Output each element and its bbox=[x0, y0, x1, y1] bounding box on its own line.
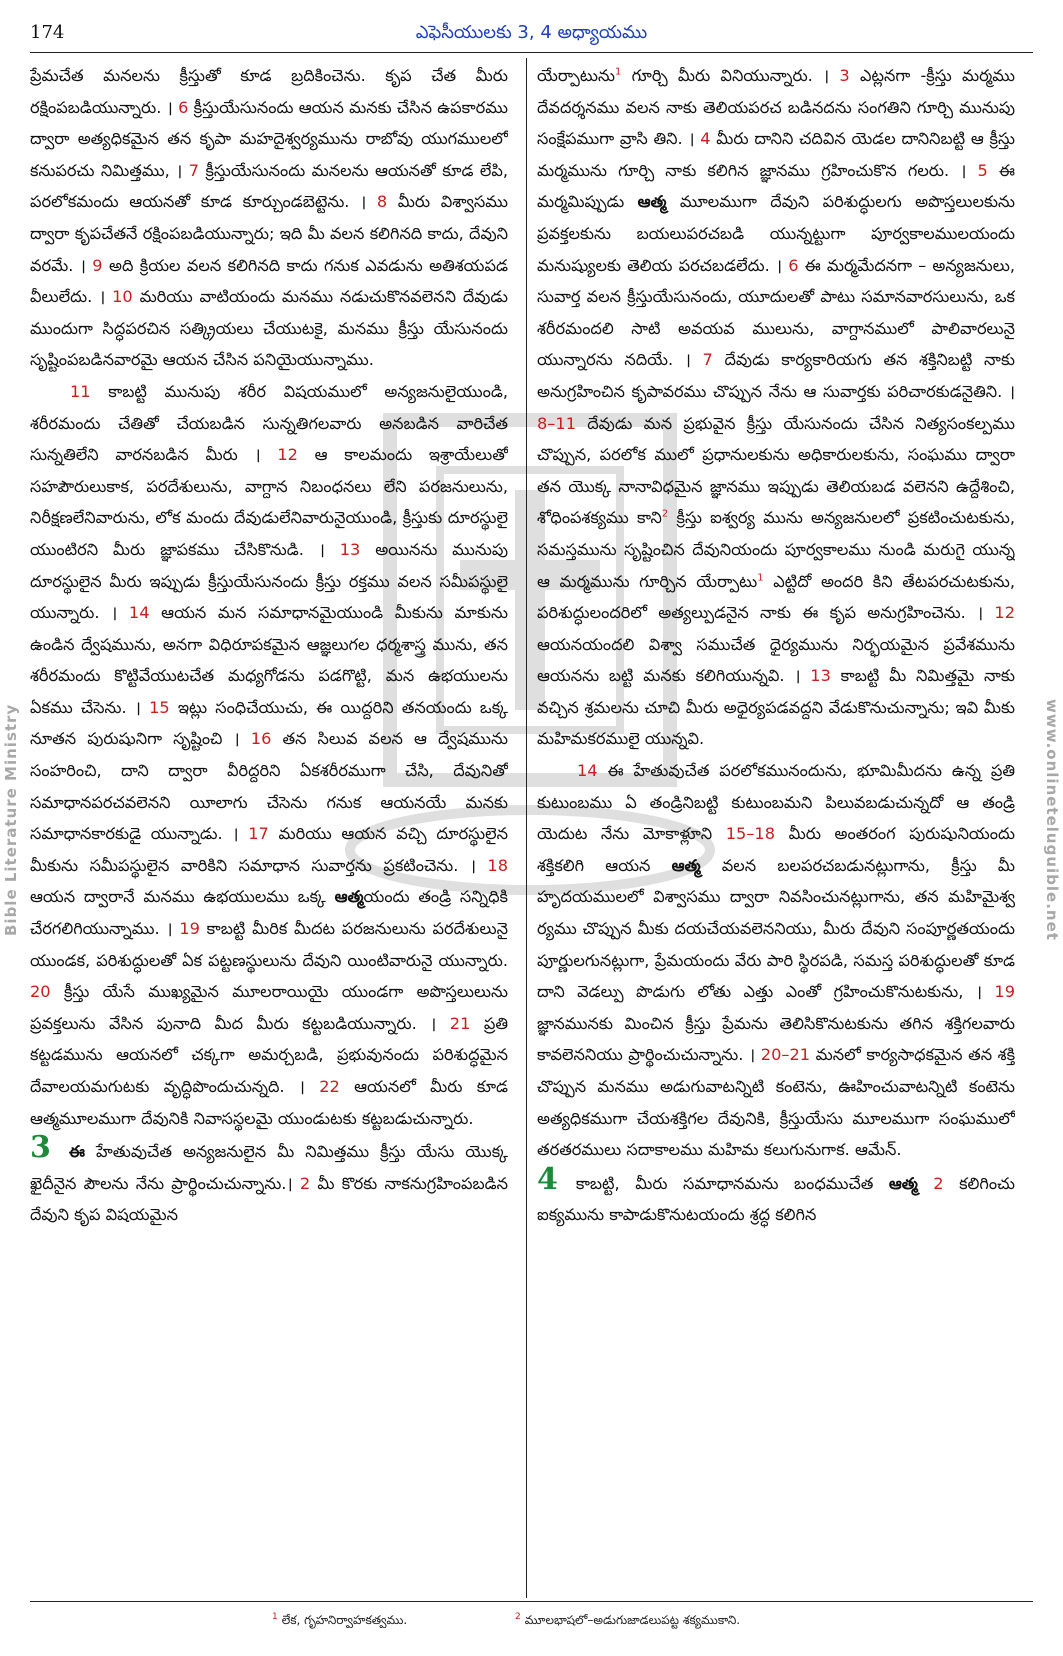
footnote-rule bbox=[30, 1601, 1033, 1602]
text-run: యందు తండ్రి సన్నిధికి చేరగలిగియున్నాము. । bbox=[30, 887, 508, 939]
verse-number: 14 bbox=[128, 603, 150, 623]
verse-number: 21 bbox=[449, 1013, 471, 1033]
text-run: ఆయనలో మీరు కూడ ఆత్మమూలముగా దేవునికి నివాసస్థలమై యుండుటకు కట్టబడుచున్నారు. bbox=[30, 1077, 508, 1128]
footnote-ref: 1 bbox=[757, 572, 764, 584]
text-run: మూలముగా దేవుని పరిశుద్ధులగు అపొస్తలులకును ప్రవక్తలకును బయలుపరచబడి యున్నట్టుగా పూర్వకాలములయందు మనుష్యులకు తెలియ పరచబడలేదు. । bbox=[537, 192, 1015, 275]
header-rule bbox=[30, 52, 1033, 53]
verse-number: 17 bbox=[248, 824, 269, 844]
text-run: కలిగించు ఐక్యమును కాపాడుకొనుటయందు శ్రద్ధ కలిగిన bbox=[537, 1173, 1015, 1225]
text-run: ఇట్లు సంధిచేయుచు, ఈ యిద్దరిని తనయందు ఒక్క నూతన పురుషునిగా సృష్టించి । bbox=[30, 697, 508, 749]
text-run: తన సిలువ వలన ఆ ద్వేషమును సంహరించి, దాని ద్వారా వీరిద్దరిని ఏకశరీరముగా చేసి, దేవునితో సమాధానపరచవలెనని యీలాగు చేసెను గనుక ఆయనయే మనకు సమాధానకారకుడై యున్నాడు. । bbox=[30, 729, 508, 844]
page-number: 174 bbox=[30, 22, 65, 43]
text-run: ఈ మర్మమిప్పుడు bbox=[537, 160, 1015, 212]
spirit-word: ఆత్మ bbox=[888, 1173, 918, 1193]
verse-number: 10 bbox=[112, 287, 133, 307]
text-run: దేవుడు కార్యకారియగు తన శక్తినిబట్టి నాకు అనుగ్రహించిన కృపావరము చొప్పున నేను ఆ సువార్తకు పరిచారకుడనైతిని. । bbox=[537, 350, 1015, 401]
text-run: ఎట్టిదో అందరి కిని తేటపరచుటకును, పరిశుద్ధులందరిలో అత్యల్పుడనైన నాకు ఈ కృప అనుగ్రహించెను. । bbox=[537, 571, 1015, 623]
verse-number: 7 bbox=[702, 350, 713, 370]
paragraph bbox=[30, 60, 508, 376]
side-label-ministry: Bible Literature Ministry bbox=[2, 703, 20, 937]
footnote-text: మూలభాషలో–అడుగుజాడలుపట్ట శక్యముకాని. bbox=[524, 1613, 741, 1627]
text-run: మనలో కార్యసాధకమైన తన శక్తి చొప్పున మనము అడుగువాటన్నిటి కంటెను, ఊహించువాటన్నిటి కంటెను అత్యధికముగా చేయశక్తిగల దేవునికి, క్రీస్తుయేసు మూలముగా సంఘములో తరతరములు సదాకాలము మహిమ కలుగునుగాక. ఆమేన్. bbox=[537, 1045, 1015, 1160]
text-run: క్రీస్తు ఐశ్వర్య మును అన్యజనులలో ప్రకటించుటకును, సమస్తమును సృష్టించిన దేవునియందు పూర్వకాలము నుండి మరుగై యున్న ఆ మర్మమును గూర్చిన యేర్పాటు bbox=[537, 508, 1015, 591]
footnote bbox=[515, 1612, 740, 1630]
text-run: అయినను మునుపు దూరస్థులైన మీరు ఇప్పుడు క్రీస్తుయేసునందు క్రీస్తు రక్తము వలన సమీపస్థులై యున్నారు. । bbox=[30, 539, 508, 623]
verse-number: 20–21 bbox=[760, 1045, 811, 1065]
text-run: మరియు వాటియందు మనము నడుచుకొనవలెనని దేవుడు ముందుగా సిద్ధపరచిన సత్క్రియలు చేయుటకై, మనము క్రీస్తు యేసునందు సృష్టింపబడినవారమై ఆయన చేసిన పనియైయున్నాము. bbox=[30, 287, 508, 370]
text-run: ఆ కాలమందు ఇశ్రాయేలుతో సహపౌరులుకాక, పరదేశులును, వాగ్దాన నిబంధనలు లేని పరజనులును, నిరీక్షణలేనివారును, లోక మందు దేవుడులేనివారునైయుండి, క్రీస్తుకు దూరస్థులై యుంటిరని మీరు జ్ఞాపకము చేసికొనుడి. । bbox=[30, 445, 508, 559]
text-run: ఆయన మన సమాధానమైయుండి మీకును మాకును ఉండిన ద్వేషమును, అనగా విధిరూపకమైన ఆజ్ఞలుగల ధర్మశాస్త్ర మును, తన శరీరమందు కొట్టివేయుటచేత మధ్యగోడను పడగొట్టి, మన ఉభయులను ఏకము చేసెను. । bbox=[30, 603, 508, 717]
paragraph-chapter-3 bbox=[30, 1130, 508, 1231]
footnote bbox=[272, 1612, 407, 1630]
verse-number: 2 bbox=[299, 1173, 311, 1193]
text-run: మీ కొరకు నాకనుగ్రహింపబడిన దేవుని కృప విషయమైన bbox=[30, 1173, 508, 1225]
side-label-website: www.onlineteluguible.net bbox=[1043, 699, 1061, 941]
text-run: మరియు ఆయన వచ్చి దూరస్థులైన మీకును సమీపస్థులైన వారికిని సమాధాన సువార్తను ప్రకటించెను. । bbox=[30, 824, 508, 875]
verse-number: 15–18 bbox=[725, 824, 776, 844]
text-run: యేర్పాటును bbox=[537, 66, 615, 85]
text-run: ఈ హేతువుచేత పరలోకమునందును, భూమిమీదను ఉన్న ప్రతి కుటుంబము ఏ తండ్రినిబట్టి కుటుంబమని పిలువబడుచున్నదో ఆ తండ్రి యెదుట నేను మోకాళ్లూని bbox=[537, 761, 1015, 844]
verse-number: 8 bbox=[376, 192, 388, 212]
text-run: వలన బలపరచబడునట్లుగాను, క్రీస్తు మీ హృదయములలో విశ్వాసము ద్వారా నివసించునట్లుగాను, తన మహిమైశ్వ ర్యము చొప్పున మీకు దయచేయవలెననియు, మీరు దేవుని సంపూర్ణతయందు పూర్ణులగునట్లుగా, ప్రేమయందు వేరు పారి స్థిరపడి, సమస్త పరిశుద్ధులతో కూడ దాని వెడల్పు పొడుగు లోతు ఎత్తు ఎంతో గ్రహించుకొనుటకును, । bbox=[537, 855, 1015, 1002]
verse-number: 18 bbox=[487, 855, 508, 875]
text-run: దేవుడు మన ప్రభువైన క్రీస్తు యేసునందు చేసిన నిత్యసంకల్పము చొప్పున, పరలోక ములో ప్రధానులకును అధికారులకును, సంఘము ద్వారా తన యొక్క నానావిధమైన జ్ఞానము ఇప్పుడు తెలియబడ వలెనని ఉద్దేశించి, శోధింపశక్యము కాని bbox=[537, 413, 1015, 528]
text-run: జ్ఞానమునకు మించిన క్రీస్తు ప్రేమను తెలిసికొనుటకును తగిన శక్తిగలవారు కావలెననియు ప్రార్థించుచున్నాను. । bbox=[537, 1013, 1015, 1065]
footnote-ref: 2 bbox=[661, 508, 669, 520]
verse-number: 19 bbox=[994, 982, 1015, 1002]
paragraph bbox=[30, 376, 508, 1134]
text-run: కాబట్టి మీరిక మీదట పరజనులును పరదేశులునై యుండక, పరిశుద్ధులతో ఏక పట్టణస్థులును దేవుని యింటివారునై యున్నారు. bbox=[30, 919, 508, 970]
verse-number: 8–11 bbox=[537, 413, 576, 433]
left-column bbox=[30, 60, 508, 1595]
spirit-word: ఆత్మ bbox=[671, 855, 701, 875]
text-run: ప్రతి కట్టడమును ఆయనలో చక్కగా అమర్చబడి, ప్రభువునందు పరిశుద్ధమైన దేవాలయమగుటకు వృద్ధిపొందుచున్నది. । bbox=[30, 1013, 508, 1096]
text-run: ఈ మర్మమేదనగా – అన్యజనులు, సువార్త వలన క్రీస్తుయేసునందు, యూదులతో పాటు సమానవారసులును, ఒక శరీరమందలి సాటి అవయవ ములును, వాగ్దానములో పాలివారలునై యున్నారను నదియే. । bbox=[537, 255, 1015, 370]
verse-number: 2 bbox=[933, 1173, 944, 1193]
verse-number: 12 bbox=[277, 445, 298, 465]
verse-number: 12 bbox=[994, 603, 1015, 623]
text-run: ఆయనయందలి విశ్వా సముచేత ధైర్యమును నిర్భయమైన ప్రవేశమును ఆయనను బట్టి మనకు కలిగియున్నవి. । bbox=[537, 634, 1015, 686]
paragraph bbox=[537, 60, 1015, 755]
verse-number: 7 bbox=[188, 160, 200, 180]
text-run: ఈ bbox=[68, 1142, 85, 1162]
verse-number: 15 bbox=[149, 697, 170, 717]
verse-number: 6 bbox=[178, 97, 189, 117]
verse-number: 13 bbox=[810, 666, 831, 686]
verse-number: 11 bbox=[70, 381, 91, 401]
text-run: కాబట్టి, మీరు సమాధానమను బంధముచేత bbox=[575, 1173, 874, 1193]
footnote-text: 1 bbox=[272, 1612, 278, 1622]
verse-number: 6 bbox=[788, 255, 799, 275]
verse-number: 9 bbox=[92, 255, 103, 275]
verse-number: 16 bbox=[250, 729, 272, 749]
text-run: హేతువుచేత అన్యజనులైన మీ నిమిత్తము క్రీస్తు యేసు యొక్క ఖైదీనైన పౌలను నేను ప్రార్థించుచున్నాను.। bbox=[30, 1142, 508, 1193]
spirit-word: ఆత్మ bbox=[637, 192, 667, 212]
verse-number: 22 bbox=[319, 1077, 340, 1096]
text-run: కాబట్టి మునుపు శరీర విషయములో అన్యజనులైయుండి, శరీరమందు చేతితో చేయబడిన సున్నతిగలవారు అనబడిన వారిచేత సున్నతిలేని వారనబడిన మీరు । bbox=[30, 381, 508, 465]
column-divider bbox=[526, 58, 527, 1598]
text-run: అది క్రియల వలన కలిగినది కాదు గనుక ఎవడును అతిశయపడ వీలులేదు. । bbox=[30, 255, 508, 307]
footnote-text: 2 bbox=[515, 1612, 521, 1622]
verse-number: 20 bbox=[30, 982, 51, 1002]
verse-number: 14 bbox=[577, 761, 598, 781]
text-run: గూర్చి మీరు వినియున్నారు. । bbox=[631, 66, 830, 85]
chapter-number: 3 bbox=[30, 1130, 51, 1166]
text-run: మీరు అంతరంగ పురుషునియందు శక్తికలిగి ఆయన bbox=[537, 824, 1015, 875]
text-run: కాబట్టి మీ నిమిత్తమై నాకు వచ్చిన శ్రమలను చూచి మీరు అధైర్యపడవద్దని వేడుకొనుచున్నాను; ఇవి మీకు మహిమకరములై యున్నవి. bbox=[537, 666, 1015, 749]
text-run: మీరు దానిని చదివిన యెడల దానినిబట్టి ఆ క్రీస్తు మర్మమును గూర్చి నాకు కలిగిన జ్ఞానము గ్రహించుకొన గలరు. । bbox=[537, 129, 1015, 180]
verse-number: 13 bbox=[339, 539, 361, 559]
verse-number: 5 bbox=[977, 160, 988, 180]
paragraph bbox=[537, 755, 1015, 1166]
footnote-ref: 1 bbox=[614, 66, 622, 78]
verse-number: 3 bbox=[839, 66, 850, 85]
text-run: క్రీస్తుయేసునందు మనలను ఆయనతో కూడ లేపి, పరలోకమందు ఆయనతో కూడ కూర్చుండబెట్టెను. । bbox=[30, 160, 508, 212]
paragraph-chapter-4 bbox=[537, 1161, 1015, 1231]
spirit-word: ఆత్మ bbox=[334, 887, 364, 907]
text-run: క్రీస్తుయేసునందు ఆయన మనకు చేసిన ఉపకారము ద్వారా అత్యధికమైన తన కృపా మహదైశ్వర్యమును రాబోవు యుగములలో కనుపరచు నిమిత్తము, । bbox=[30, 97, 508, 180]
text-run: మీరు విశ్వాసము ద్వారా కృపచేతనే రక్షింపబడియున్నారు; ఇది మీ వలన కలిగినది కాదు, దేవుని వరమే. । bbox=[30, 192, 508, 275]
verse-number: 19 bbox=[179, 919, 200, 939]
text-run: ప్రేమచేత మనలను క్రీస్తుతో కూడ బ్రదికించెను. కృప చేత మీరు రక్షింపబడియున్నారు. । bbox=[30, 66, 508, 117]
text-run: ఆయన ద్వారానే మనము ఉభయులము ఒక్క bbox=[30, 887, 326, 907]
text-run: ఎట్లనగా -క్రీస్తు మర్మము దేవదర్శనము వలన నాకు తెలియపరచ బడినదను సంగతిని గూర్చి మునుపు సంక్షేపముగా వ్రాసి తిని. । bbox=[537, 66, 1015, 149]
right-column bbox=[537, 60, 1015, 1595]
page-header bbox=[30, 22, 1033, 50]
verse-number: 4 bbox=[700, 129, 711, 149]
text-run: క్రీస్తు యేసే ముఖ్యమైన మూలరాయియై యుండగా అపొస్తలులును ప్రవక్తలును వేసిన పునాది మీద మీరు కట్టబడియున్నారు. । bbox=[30, 982, 508, 1033]
chapter-number: 4 bbox=[537, 1161, 558, 1197]
footnote-text: లేక, గృహనిర్వాహకత్వము. bbox=[281, 1613, 408, 1627]
running-title: ఎఫెసీయులకు 3, 4 అధ్యాయము bbox=[415, 22, 648, 43]
